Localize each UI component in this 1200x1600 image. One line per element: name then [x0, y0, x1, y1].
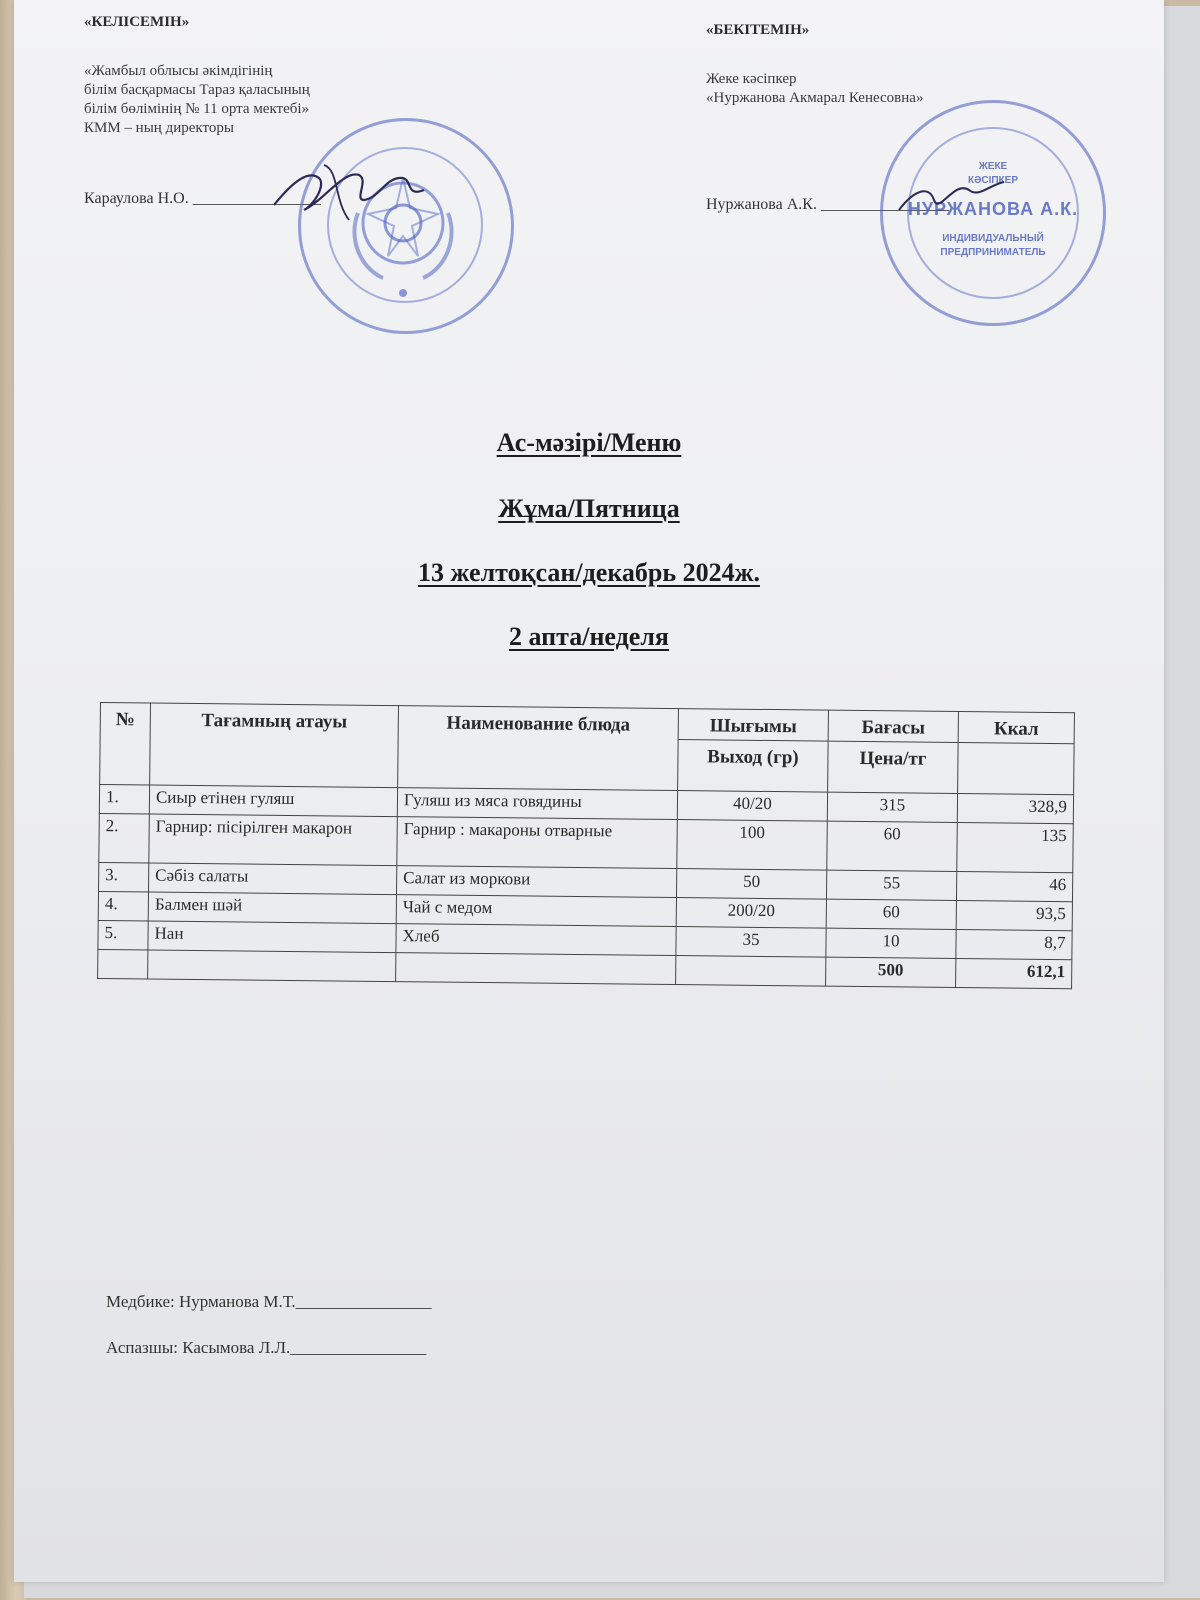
cell-num: 3. [99, 862, 149, 892]
nurse-signatory: Медбике: Нурманова М.Т.________________ [106, 1292, 432, 1311]
col-header-price-ru: Цена/тг [828, 741, 959, 793]
cell-name-ru: Гарнир : макароны отварные [397, 817, 677, 869]
approval-heading-right: «БЕКІТЕМІН» [706, 22, 810, 38]
cell-num: 4. [98, 891, 148, 921]
menu-date-text: 13 желтоқсан/декабрь 2024ж. [418, 558, 760, 587]
col-header-yield-kz: Шығымы [678, 709, 828, 742]
stamp-text-line: ЖЕКЕ [978, 161, 1008, 172]
right-header-line: «Нуржанова Акмарал Кенесовна» [706, 90, 924, 106]
menu-document [14, 0, 1164, 1582]
menu-week-text: 2 апта/неделя [509, 622, 669, 651]
cell-empty [676, 956, 826, 987]
cell-num: 5. [98, 920, 148, 950]
cell-name-kz: Балмен шәй [148, 892, 396, 924]
cell-kcal: 328,9 [957, 793, 1073, 823]
right-header-line: Жеке кәсіпкер [706, 71, 797, 87]
cell-empty [98, 949, 148, 979]
cell-price: 10 [826, 928, 956, 958]
left-signatory: Караулова Н.О. ________________ [84, 190, 321, 207]
cell-yield: 100 [677, 820, 828, 871]
cell-yield: 50 [676, 869, 826, 900]
col-header-kcal: Ккал [958, 711, 1074, 743]
cell-name-ru: Гуляш из мяса говядины [397, 788, 677, 820]
cell-kcal: 8,7 [956, 929, 1072, 959]
cell-name-ru: Хлеб [396, 924, 676, 956]
cell-price: 60 [827, 821, 958, 871]
director-signature [264, 150, 434, 230]
left-header-block [84, 62, 310, 138]
menu-title-text: Ас-мәзірі/Меню [496, 428, 682, 457]
left-header-line: КММ – ның директоры [84, 120, 234, 136]
menu-title [14, 428, 1164, 458]
cell-name-kz: Сиыр етінен гуляш [149, 785, 397, 817]
cell-price: 315 [827, 792, 957, 822]
cell-empty [396, 953, 676, 985]
menu-weekday-text: Жұма/Пятница [498, 494, 680, 523]
menu-date [14, 558, 1164, 588]
menu-week [14, 622, 1164, 652]
cell-name-kz: Нан [148, 921, 396, 953]
cell-price: 55 [826, 870, 956, 900]
right-signatory: Нуржанова А.К. ________________ [706, 196, 949, 213]
stamp-text-line: ИНДИВИДУАЛЬНЫЙ [942, 233, 1044, 244]
cell-yield: 35 [676, 927, 826, 958]
entrepreneur-signature [894, 170, 1014, 230]
cell-kcal: 46 [956, 871, 1072, 901]
approval-heading-left: «КЕЛІСЕМІН» [84, 14, 190, 30]
menu-weekday [14, 494, 1164, 524]
stamp-text-line: КӘСІПКЕР [968, 175, 1018, 186]
left-header-line: «Жамбыл облысы әкімдігінің [84, 63, 273, 79]
menu-table [97, 702, 1075, 989]
cell-kcal: 93,5 [956, 900, 1072, 930]
cell-kcal: 135 [957, 822, 1074, 872]
cell-name-kz: Сәбіз салаты [149, 863, 397, 895]
table-header-row [100, 703, 1074, 744]
cell-yield: 200/20 [676, 898, 826, 929]
cell-name-ru: Салат из моркови [396, 866, 676, 898]
cell-empty [148, 950, 396, 982]
cook-signatory: Аспазшы: Касымова Л.Л.________________ [106, 1338, 427, 1357]
stamp-text-line: НУРЖАНОВА А.К. [907, 199, 1079, 219]
col-header-num: № [100, 703, 151, 786]
cell-num: 1. [99, 785, 149, 815]
cell-price: 60 [826, 899, 956, 929]
right-header-block [706, 70, 923, 108]
total-kcal: 612,1 [956, 958, 1072, 988]
left-header-line: білім басқармасы Тараз қаласының [84, 82, 310, 98]
total-price: 500 [826, 957, 956, 987]
col-header-price-kz: Бағасы [828, 710, 958, 742]
cell-yield: 40/20 [677, 791, 827, 822]
cell-num: 2. [99, 813, 150, 863]
col-header-kcal-empty [958, 742, 1075, 794]
col-header-yield-ru: Выход (гр) [678, 740, 829, 793]
col-header-name-ru: Наименование блюда [398, 706, 679, 791]
stamp-text-line: ПРЕДПРИНИМАТЕЛЬ [940, 247, 1046, 258]
col-header-name-kz: Тағамның атауы [150, 703, 399, 788]
cell-name-ru: Чай с медом [396, 895, 676, 927]
cell-name-kz: Гарнир: пісірілген макарон [149, 814, 397, 866]
left-header-line: білім бөлімінің № 11 орта мектебі» [84, 101, 310, 117]
